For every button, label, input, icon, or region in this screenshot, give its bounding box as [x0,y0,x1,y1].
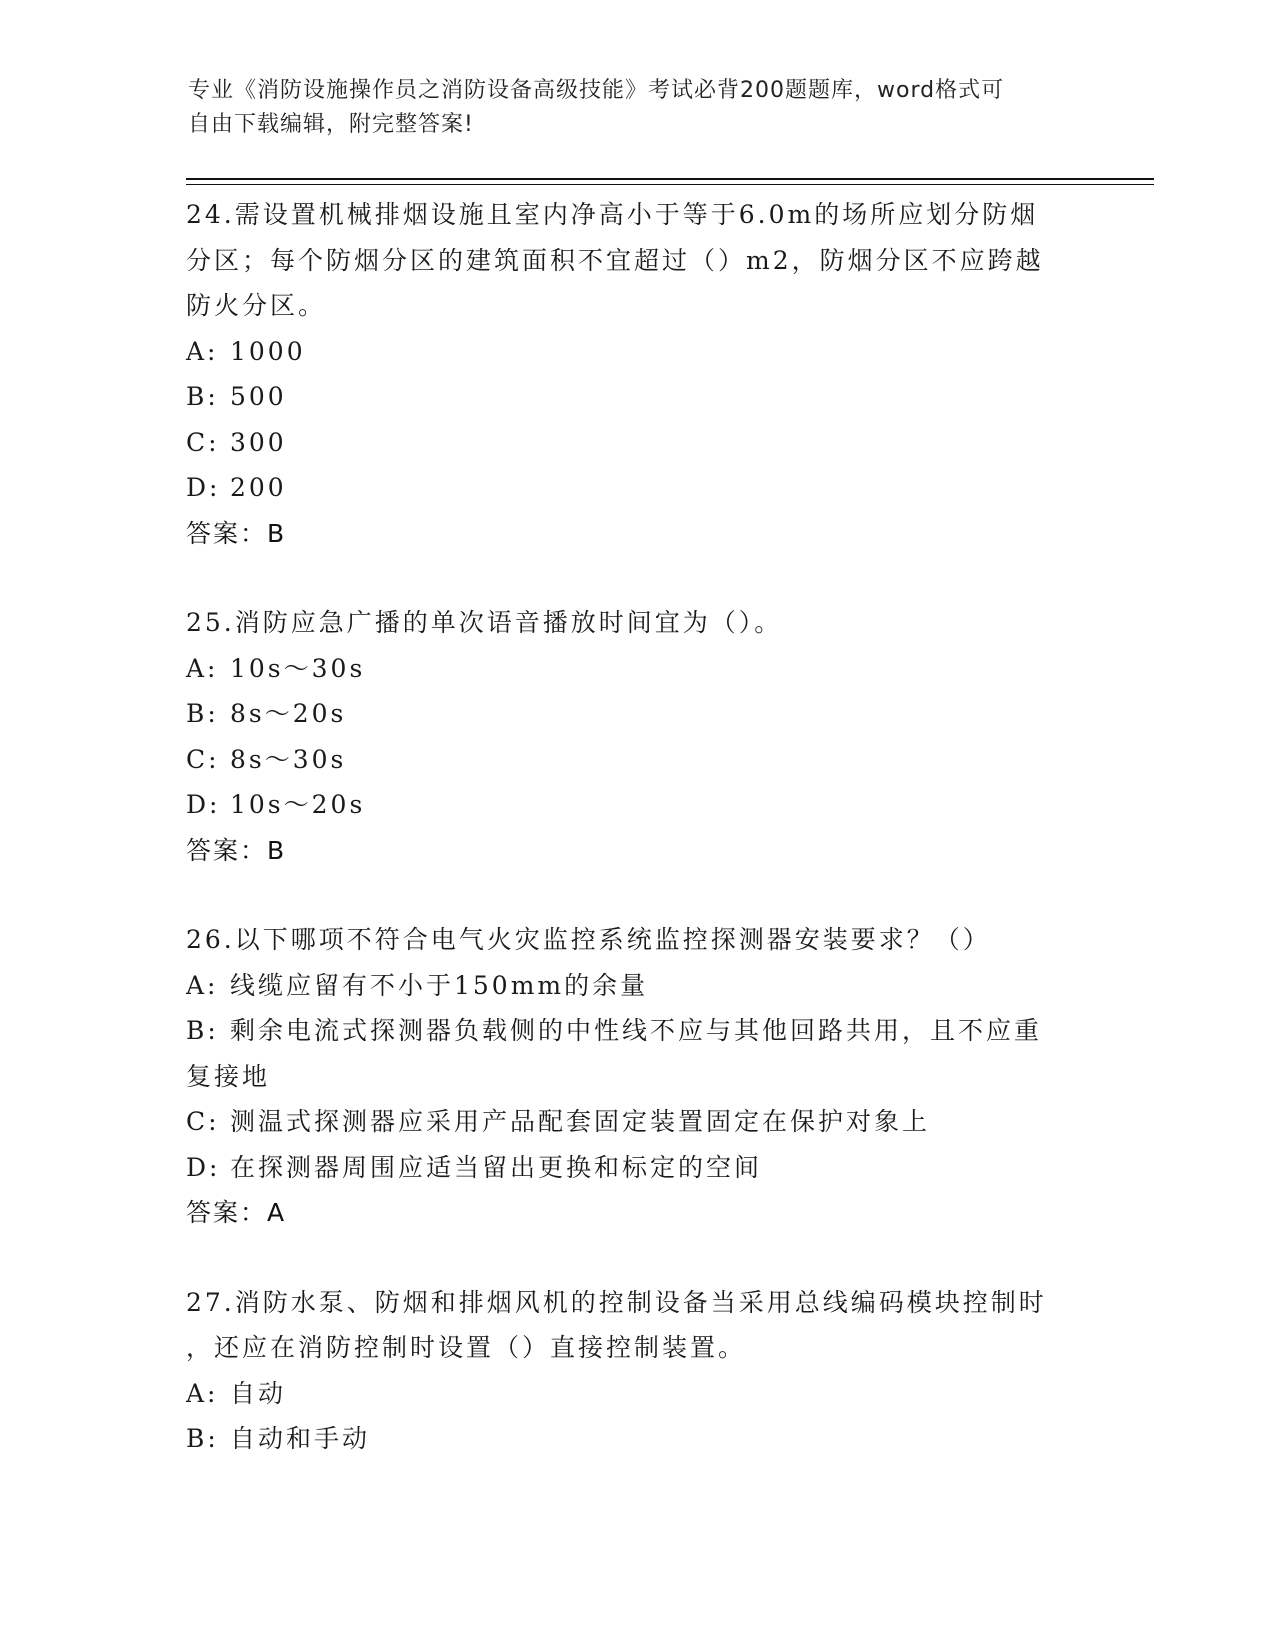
option-line [186,1008,1086,1054]
option-label: A: [186,653,219,683]
option-text: 1000 [230,336,306,366]
question-stem-line: 27.消防水泵、防烟和排烟风机的控制设备当采用总线编码模块控制时 [186,1287,1047,1317]
option-line [186,782,1086,828]
option-line [186,329,1086,375]
answer-line: 答案：B [186,518,287,548]
option-line [186,1099,1086,1145]
answer-line: 答案：A [186,1198,287,1227]
option-line [186,691,1086,737]
question-block [186,917,1086,1236]
option-text: 自动 [230,1378,287,1408]
option-text: 8s～20s [230,699,347,728]
option-label: D: [186,1152,221,1182]
header-divider-thin [186,184,1154,185]
question-stem-line: ，还应在消防控制时设置（）直接控制装置。 [186,1333,747,1362]
option-text: 在探测器周围应适当留出更换和标定的空间 [230,1152,763,1182]
option-label: C: [186,1107,220,1136]
option-line [186,465,1086,511]
option-text: 200 [230,473,287,502]
option-line [186,1416,1086,1462]
header-line: 专业《消防设施操作员之消防设备高级技能》考试必背200题题库，word格式可 [188,78,1005,103]
option-text: 剩余电流式探测器负载侧的中性线不应与其他回路共用，且不应重 [230,1016,1043,1045]
option-text: 测温式探测器应采用产品配套固定装置固定在保护对象上 [230,1107,931,1136]
question-stem-line: 26.以下哪项不符合电气火灾监控系统监控探测器安装要求？（） [186,925,991,954]
header-line: 自由下载编辑，附完整答案! [188,112,474,137]
option-label: C: [186,744,220,774]
question-stem-line: 25.消防应急广播的单次语音播放时间宜为（）。 [186,608,783,637]
option-line [186,1054,1086,1100]
option-text: 10s～20s [230,790,366,819]
option-label: B: [186,699,219,728]
option-label: D: [186,790,221,819]
option-line [186,963,1086,1009]
option-line [186,737,1086,783]
question-stem-line: 24.需设置机械排烟设施且室内净高小于等于6.0m的场所应划分防烟 [186,200,1039,229]
option-label: B: [186,382,219,411]
option-label: B: [186,1016,219,1045]
option-label: A: [186,970,219,1000]
option-text: 复接地 [186,1061,271,1091]
option-text: 自动和手动 [230,1424,371,1453]
question-block [186,1280,1086,1462]
option-line [186,1371,1086,1417]
option-label: D: [186,473,221,502]
question-block [186,192,1086,556]
document-header [188,74,1068,142]
option-text: 线缆应留有不小于150mm的余量 [230,970,649,1000]
option-label: A: [186,1378,219,1408]
option-text: 300 [230,427,287,457]
option-text: 10s～30s [230,653,366,683]
answer-line: 答案：B [186,835,287,865]
option-line [186,374,1086,420]
question-stem-line: 分区；每个防烟分区的建筑面积不宜超过（）m2，防烟分区不应跨越 [186,245,1044,275]
option-label: C: [186,427,220,457]
option-text: 8s～30s [230,744,347,774]
option-label: B: [186,1424,219,1453]
option-label: A: [186,336,219,366]
option-line [186,420,1086,466]
header-divider-thick [186,178,1154,180]
option-text: 500 [230,382,287,411]
question-list [186,192,1086,1506]
question-block [186,600,1086,873]
option-line [186,646,1086,692]
question-stem-line: 防火分区。 [186,291,327,320]
option-line [186,1145,1086,1191]
